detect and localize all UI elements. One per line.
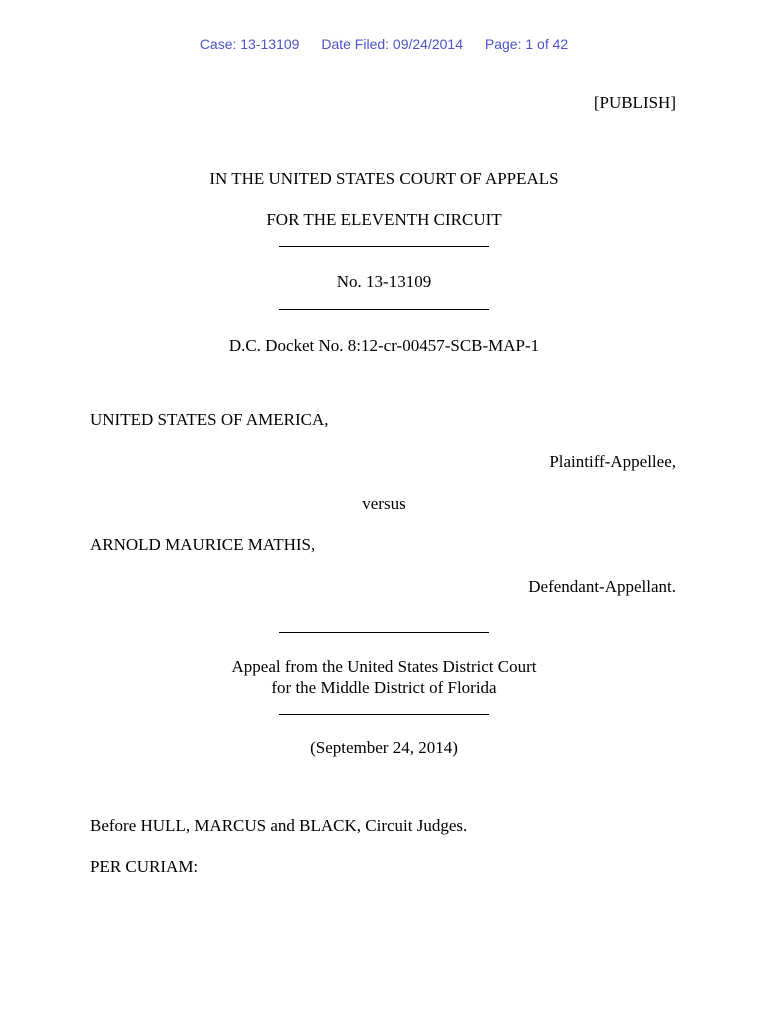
publish-label: [PUBLISH] bbox=[593, 93, 676, 112]
divider-rule bbox=[279, 246, 489, 247]
date-filed-header: Date Filed: 09/24/2014 bbox=[321, 36, 463, 52]
appeal-line1: Appeal from the United States District Court bbox=[231, 657, 537, 676]
page-count-header: Page: 1 of 42 bbox=[484, 36, 569, 52]
defendant-name: ARNOLD MAURICE MATHIS, bbox=[90, 535, 316, 554]
court-name-line2: FOR THE ELEVENTH CIRCUIT bbox=[266, 210, 502, 229]
docket-number: D.C. Docket No. 8:12-cr-00457-SCB-MAP-1 bbox=[228, 336, 540, 355]
versus-label: versus bbox=[362, 494, 406, 513]
filing-header bbox=[0, 36, 768, 52]
court-name-line1: IN THE UNITED STATES COURT OF APPEALS bbox=[209, 169, 559, 188]
case-number-header: Case: 13-13109 bbox=[199, 36, 300, 52]
appeal-line2: for the Middle District of Florida bbox=[271, 678, 497, 697]
judges-line: Before HULL, MARCUS and BLACK, Circuit Judges. bbox=[90, 816, 468, 835]
plaintiff-role: Plaintiff-Appellee, bbox=[549, 452, 676, 471]
case-number: No. 13-13109 bbox=[336, 272, 432, 291]
per-curiam-heading: PER CURIAM: bbox=[90, 857, 199, 876]
decision-date: (September 24, 2014) bbox=[310, 738, 458, 757]
defendant-role: Defendant-Appellant. bbox=[528, 577, 676, 596]
divider-rule bbox=[279, 309, 489, 310]
divider-rule bbox=[279, 632, 489, 633]
divider-rule bbox=[279, 714, 489, 715]
plaintiff-name: UNITED STATES OF AMERICA, bbox=[90, 410, 329, 429]
